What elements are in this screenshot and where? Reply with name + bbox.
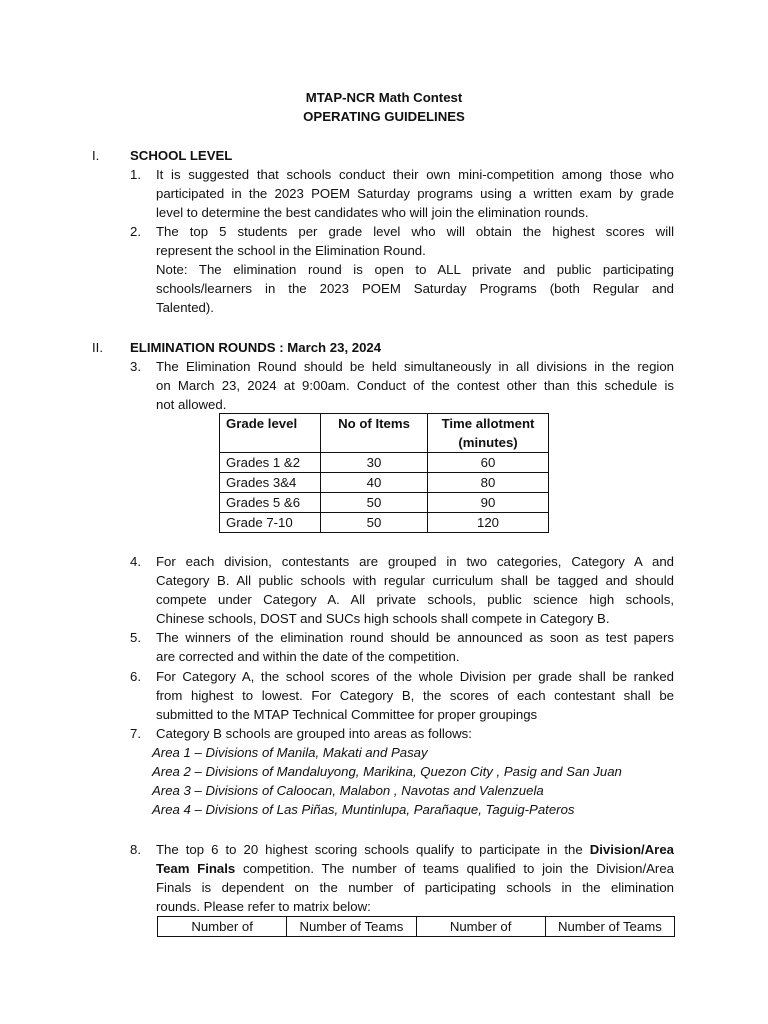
header-no-of-items: No of Items bbox=[321, 414, 428, 453]
item-8 bbox=[130, 840, 674, 916]
table-cell: Grades 3&4 bbox=[220, 473, 321, 493]
item-3 bbox=[130, 357, 674, 414]
item-5 bbox=[130, 628, 674, 666]
item-1 bbox=[130, 165, 674, 222]
table-cell: Grades 5 &6 bbox=[220, 493, 321, 513]
item-6 bbox=[130, 667, 674, 724]
section-heading: ELIMINATION ROUNDS : March 23, 2024 bbox=[130, 340, 382, 355]
item-number: 6. bbox=[130, 669, 141, 684]
item-line: submitted to the MTAP Technical Committee for proper groupings bbox=[156, 707, 538, 722]
item-number: 3. bbox=[130, 359, 141, 374]
header-cell: Number of Teams bbox=[545, 917, 674, 937]
item-number: 7. bbox=[130, 726, 141, 741]
item-line: The top 5 students per grade level who will obtain the highest scores will bbox=[156, 224, 674, 239]
table-cell: 50 bbox=[321, 513, 428, 533]
item-line: For Category A, the school scores of the whole Division per grade shall be ranked bbox=[156, 669, 674, 684]
section-heading: SCHOOL LEVEL bbox=[130, 148, 233, 163]
area-item: Area 4 – Divisions of Las Piñas, Muntinlupa, Parañaque, Taguig-Pateros bbox=[152, 802, 575, 817]
item-line: from highest to lowest. For Category B, the scores of each contestant shall be bbox=[156, 688, 674, 703]
bold-text: Team Finals bbox=[156, 861, 236, 876]
table-header-row bbox=[158, 917, 675, 937]
table-cell: 40 bbox=[321, 473, 428, 493]
table-cell: 90 bbox=[428, 493, 549, 513]
table-cell: 80 bbox=[428, 473, 549, 493]
item-line: schools/learners in the 2023 POEM Saturday Programs (both Regular and bbox=[156, 281, 674, 296]
area-item: Area 1 – Divisions of Manila, Makati and Pasay bbox=[152, 745, 428, 760]
table-cell: Grades 1 &2 bbox=[220, 453, 321, 473]
area-item: Area 2 – Divisions of Mandaluyong, Marikina, Quezon City , Pasig and San Juan bbox=[152, 764, 622, 779]
item-line: The winners of the elimination round should be announced as soon as test papers bbox=[156, 630, 674, 645]
title-line: MTAP-NCR Math Contest bbox=[305, 90, 463, 105]
item-line: Finals is dependent on the number of participating schools in the elimination bbox=[156, 880, 674, 895]
item-4 bbox=[130, 552, 674, 628]
table-cell: 120 bbox=[428, 513, 549, 533]
team-matrix-table bbox=[157, 916, 675, 937]
item-line: It is suggested that schools conduct their own mini-competition among those who bbox=[156, 167, 674, 182]
section-number: II. bbox=[92, 340, 103, 355]
item-line: Note: The elimination round is open to ALL private and public participating bbox=[156, 262, 674, 277]
document-title bbox=[0, 88, 768, 126]
item-line: on March 23, 2024 at 9:00am. Conduct of the contest other than this schedule is bbox=[156, 378, 674, 393]
item-7 bbox=[130, 724, 674, 743]
bold-text: Division/Area bbox=[589, 842, 674, 857]
item-number: 2. bbox=[130, 224, 141, 239]
line-text: The top 6 to 20 highest scoring schools qualify to participate in the bbox=[156, 842, 590, 857]
item-line: The Elimination Round should be held simultaneously in all divisions in the region bbox=[156, 359, 674, 374]
area-item: Area 3 – Divisions of Caloocan, Malabon , Navotas and Valenzuela bbox=[152, 783, 544, 798]
item-line: Talented). bbox=[156, 300, 214, 315]
item-line: For each division, contestants are grouped in two categories, Category A and bbox=[156, 554, 674, 569]
area-list bbox=[152, 743, 622, 819]
table-row bbox=[220, 473, 549, 493]
item-number: 1. bbox=[130, 167, 141, 182]
header-time-allotment: Time allotment (minutes) bbox=[428, 414, 549, 453]
table-row bbox=[220, 513, 549, 533]
item-line: rounds. Please refer to matrix below: bbox=[156, 899, 371, 914]
item-line: Category B schools are grouped into areas as follows: bbox=[156, 726, 472, 741]
table-header-row bbox=[220, 414, 549, 453]
line-text: competition. The number of teams qualified to join the Division/Area bbox=[235, 861, 674, 876]
table-cell: Grade 7-10 bbox=[220, 513, 321, 533]
item-2 bbox=[130, 222, 674, 317]
table-cell: 60 bbox=[428, 453, 549, 473]
header-cell: Number of bbox=[158, 917, 287, 937]
item-line: are corrected and within the date of the competition. bbox=[156, 649, 460, 664]
header-cell: Number of bbox=[416, 917, 545, 937]
grade-level-table bbox=[219, 413, 549, 533]
item-line: Chinese schools, DOST and SUCs high schools shall compete in Category B. bbox=[156, 611, 610, 626]
item-line: represent the school in the Elimination Round. bbox=[156, 243, 426, 258]
section-number: I. bbox=[92, 148, 100, 163]
subtitle-line: OPERATING GUIDELINES bbox=[303, 109, 465, 124]
header-cell: Number of Teams bbox=[287, 917, 416, 937]
table-row bbox=[220, 453, 549, 473]
item-line: level to determine the best candidates who will join the elimination rounds. bbox=[156, 205, 589, 220]
item-line bbox=[156, 840, 674, 859]
header-grade-level: Grade level bbox=[220, 414, 321, 453]
item-number: 5. bbox=[130, 630, 141, 645]
item-line bbox=[156, 859, 674, 878]
item-number: 4. bbox=[130, 554, 141, 569]
item-line: not allowed. bbox=[156, 397, 227, 412]
item-line: Category B. All public schools with regular curriculum shall be tagged and should bbox=[156, 573, 674, 588]
table-cell: 30 bbox=[321, 453, 428, 473]
item-line: participated in the 2023 POEM Saturday programs using a written exam by grade bbox=[156, 186, 674, 201]
table-cell: 50 bbox=[321, 493, 428, 513]
table-row bbox=[220, 493, 549, 513]
item-line: compete under Category A. All private schools, public science high schools, bbox=[156, 592, 674, 607]
item-number: 8. bbox=[130, 842, 141, 857]
